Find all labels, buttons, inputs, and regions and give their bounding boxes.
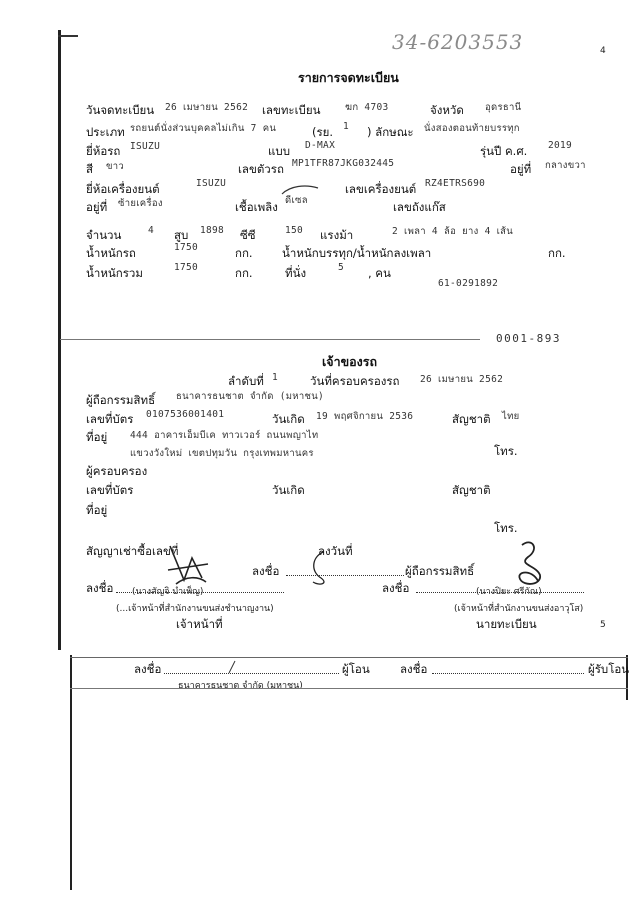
- owner-id-label: เลขที่บัตร: [86, 412, 134, 426]
- transferor-sign-line: [164, 673, 339, 674]
- top-edge-line: [58, 35, 78, 37]
- transferee-caption: ผู้รับโอน: [588, 662, 630, 676]
- engine-brand-label: ยี่ห้อเครื่องยนต์: [86, 182, 160, 196]
- officer-caption: เจ้าหน้าที่: [176, 617, 223, 631]
- reference-number: 61-0291892: [438, 278, 499, 289]
- owner-section-title: เจ้าของรถ: [322, 354, 378, 369]
- reg-date-label: วันจดทะเบียน: [86, 103, 155, 117]
- document-title: รายการจดทะเบียน: [298, 70, 399, 85]
- model-year-value: 2019: [548, 140, 573, 151]
- engine-location-value: ซ้ายเครื่อง: [118, 198, 163, 209]
- seats-unit: , คน: [368, 266, 391, 280]
- engine-number-label: เลขเครื่องยนต์: [345, 182, 417, 196]
- page-number: 4: [600, 46, 606, 56]
- load-unit: กก.: [548, 246, 566, 260]
- owner-birth-label: วันเกิด: [272, 412, 305, 426]
- vehicle-class-prefix: (รย.: [312, 125, 334, 139]
- transferee-sign-label: ลงชื่อ: [400, 662, 428, 676]
- owner-address-line2: แขวงวังใหม่ เขตปทุมวัน กรุงเทพมหานคร: [130, 448, 314, 459]
- transferor-sign-label: ลงชื่อ: [134, 662, 162, 676]
- fuel-value: ดีเซล: [285, 195, 308, 206]
- order-label: ลำดับที่: [228, 374, 264, 388]
- possessor-id-label: เลขที่บัตร: [86, 483, 134, 497]
- engine-number-value: RZ4ETRS690: [425, 178, 486, 189]
- count-label: จำนวน: [86, 228, 122, 242]
- owner-sign-label: ลงชื่อ: [252, 564, 280, 578]
- chassis-location-label: อยู่ที่: [510, 162, 532, 176]
- weight-value: 1750: [174, 242, 199, 253]
- officer-name: (นางสัญจิ บำเพ็ญ): [132, 587, 204, 597]
- possessor-address-label: ที่อยู่: [86, 503, 108, 517]
- vehicle-type-label: ประเภท: [86, 125, 125, 139]
- owner-id-value: 0107536001401: [146, 409, 225, 420]
- stamp-number: 0001-893: [496, 332, 561, 345]
- possession-date-label: วันที่ครอบครองรถ: [310, 374, 400, 388]
- brand-value: ISUZU: [130, 141, 161, 152]
- color-value: ขาว: [106, 161, 125, 172]
- transferor-slash: [226, 660, 238, 674]
- gross-weight-value: 1750: [174, 262, 199, 273]
- owner-value: ธนาคารธนชาต จำกัด (มหาชน): [176, 391, 325, 402]
- weight-unit: กก.: [235, 246, 253, 260]
- model-value: D-MAX: [305, 140, 336, 151]
- transferee-sign-line: [432, 673, 584, 674]
- registrar-name: (นางปิยะ ศรีกัณ): [476, 587, 542, 597]
- handwritten-number: 34-6203553: [392, 30, 524, 54]
- weight-label: น้ำหนักรถ: [86, 246, 136, 260]
- load-label: น้ำหนักบรรทุก/น้ำหนักลงเพลา: [282, 246, 432, 260]
- owner-address-label: ที่อยู่: [86, 430, 108, 444]
- bottom-divider: [70, 688, 628, 689]
- gas-tank-label: เลขถังแก๊ส: [393, 200, 446, 214]
- officer-signature: [162, 540, 212, 590]
- seats-label: ที่นั่ง: [285, 266, 307, 280]
- axle-value: 2 เพลา 4 ล้อ ยาง 4 เส้น: [392, 226, 514, 237]
- left-scan-edge: [58, 30, 61, 650]
- reg-number-label: เลขทะเบียน: [262, 103, 321, 117]
- owner-label: ผู้ถือกรรมสิทธิ์: [86, 393, 156, 407]
- owner-nation-label: สัญชาติ: [452, 412, 491, 426]
- fuel-label: เชื้อเพลิง: [235, 200, 278, 214]
- vehicle-class-value: 1: [343, 121, 350, 132]
- chassis-location-value: กลางขวา: [545, 160, 586, 171]
- gross-weight-unit: กก.: [235, 266, 253, 280]
- cc-value: 1898: [200, 225, 225, 236]
- cylinder-label: สูบ: [174, 228, 189, 242]
- left-scan-edge-lower: [70, 655, 72, 890]
- model-year-label: รุ่นปี ค.ศ.: [480, 144, 528, 158]
- section-divider: [60, 339, 480, 340]
- reg-number-value: ฆก 4703: [345, 102, 389, 113]
- brand-label: ยี่ห้อรถ: [86, 144, 121, 158]
- page-number-bottom: 5: [600, 620, 606, 630]
- hp-value: 150: [285, 225, 304, 236]
- fuel-strike-mark: [280, 182, 320, 196]
- vehicle-class-suffix: ) ลักษณะ: [367, 125, 414, 139]
- order-value: 1: [272, 372, 279, 383]
- contract-label: สัญญาเช่าซื้อเลขที่: [86, 544, 179, 558]
- chassis-value: MP1TFR87JKG032445: [292, 158, 395, 169]
- hp-label: แรงม้า: [320, 228, 354, 242]
- color-label: สี: [86, 162, 94, 176]
- seats-value: 5: [338, 262, 345, 273]
- owner-birth-value: 19 พฤศจิกายน 2536: [316, 411, 414, 422]
- transfer-divider: [70, 657, 628, 658]
- contract-date-scribble: [305, 548, 335, 588]
- chassis-label: เลขตัวรถ: [238, 162, 284, 176]
- cc-label: ซีซี: [240, 228, 256, 242]
- registrar-caption: นายทะเบียน: [476, 617, 537, 631]
- owner-tel-label: โทร.: [494, 444, 518, 458]
- engine-location-label: อยู่ที่: [86, 200, 108, 214]
- registrar-sign-label: ลงชื่อ: [382, 581, 410, 595]
- transferor-caption: ผู้โอน: [342, 662, 370, 676]
- transferor-name: ธนาคารธนชาต จำกัด (มหาชน): [178, 681, 303, 691]
- owner-nation-value: ไทย: [502, 411, 520, 422]
- officer-position: (...เจ้าหน้าที่สำนักงานขนส่งชำนาญงาน): [116, 604, 274, 614]
- owner-address-line1: 444 อาคารเอ็มบีเค ทาวเวอร์ ถนนพญาไท: [130, 430, 319, 441]
- province-label: จังหวัด: [430, 103, 464, 117]
- contract-date-label: ลงวันที่: [318, 544, 353, 558]
- reg-date-value: 26 เมษายน 2562: [165, 102, 249, 113]
- vehicle-style-value: นั่งสองตอนท้ายบรรทุก: [424, 123, 520, 134]
- gross-weight-label: น้ำหนักรวม: [86, 266, 143, 280]
- possessor-tel-label: โทร.: [494, 521, 518, 535]
- registrar-position: (เจ้าหน้าที่สำนักงานขนส่งอาวุโส): [454, 604, 584, 614]
- officer-sign-label: ลงชื่อ: [86, 581, 114, 595]
- owner-sign-line: [286, 575, 404, 576]
- possession-date-value: 26 เมษายน 2562: [420, 374, 504, 385]
- possessor-birth-label: วันเกิด: [272, 483, 305, 497]
- possessor-label: ผู้ครอบครอง: [86, 464, 148, 478]
- owner-sign-caption: ผู้ถือกรรมสิทธิ์: [405, 564, 475, 578]
- possessor-nation-label: สัญชาติ: [452, 483, 491, 497]
- province-value: อุดรธานี: [485, 102, 522, 113]
- count-value: 4: [148, 225, 155, 236]
- model-label: แบบ: [268, 144, 291, 158]
- vehicle-type-value: รถยนต์นั่งส่วนบุคคลไม่เกิน 7 คน: [130, 123, 277, 134]
- engine-brand-value: ISUZU: [196, 178, 227, 189]
